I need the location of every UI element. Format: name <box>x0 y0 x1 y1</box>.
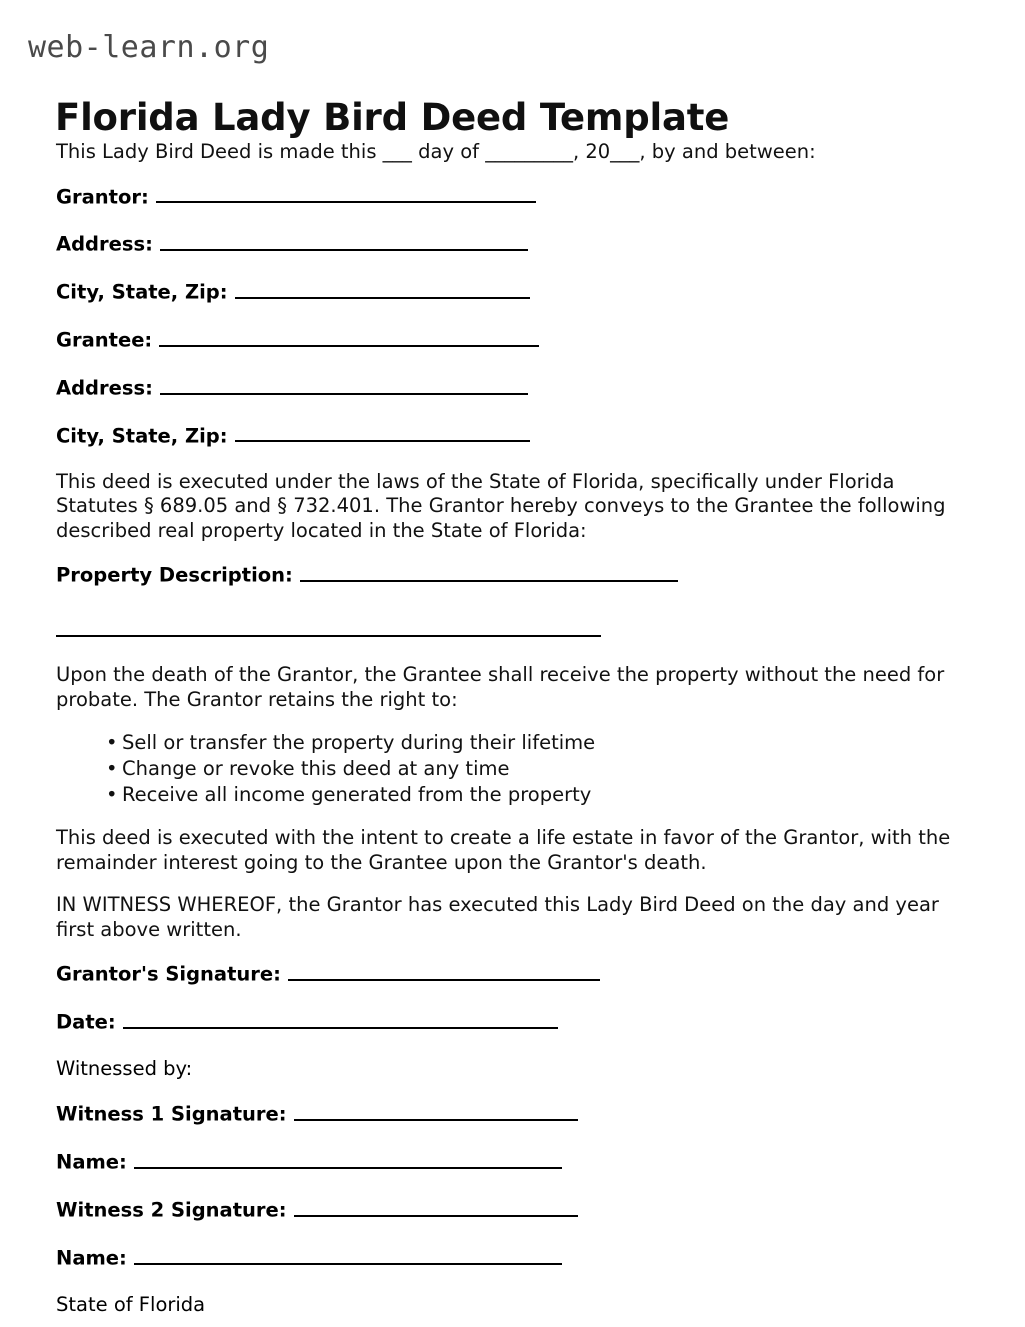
death-paragraph: Upon the death of the Grantor, the Grantee shall receive the property without the need for probate. The Grantor retains the right to: <box>56 663 945 711</box>
list-item <box>106 782 971 808</box>
field-witness2-name-label: Name: <box>56 1246 127 1270</box>
field-grantee-blank[interactable] <box>159 326 539 347</box>
field-grantee-address[interactable] <box>56 374 971 401</box>
field-grantor-address[interactable] <box>56 230 971 257</box>
bullet-icon: • <box>106 731 118 755</box>
state-of-florida-line: State of Florida <box>56 1292 206 1316</box>
field-grantor-city-state-zip-blank[interactable] <box>235 278 530 299</box>
field-grantee-address-label: Address: <box>56 376 153 400</box>
field-grantee[interactable] <box>56 326 971 353</box>
document-body <box>56 140 971 1327</box>
field-witness2-signature-blank[interactable] <box>294 1196 578 1217</box>
field-grantor-label: Grantor: <box>56 185 149 209</box>
field-property-description-label: Property Description: <box>56 563 293 587</box>
field-grantor-signature-blank[interactable] <box>288 960 600 981</box>
field-witness2-signature-label: Witness 2 Signature: <box>56 1198 287 1222</box>
field-witness1-name-blank[interactable] <box>134 1148 562 1169</box>
retained-rights-list <box>56 730 971 808</box>
field-grantor-city-state-zip[interactable] <box>56 278 971 305</box>
field-grantor-city-state-zip-label: City, State, Zip: <box>56 280 228 304</box>
witnessed-by-label: Witnessed by: <box>56 1057 193 1081</box>
list-item-label: Sell or transfer the property during their lifetime <box>122 731 596 755</box>
field-property-description-blank[interactable] <box>300 561 678 582</box>
field-witness2-name-blank[interactable] <box>134 1244 562 1265</box>
field-grantor-signature[interactable] <box>56 960 971 987</box>
field-witness1-name[interactable] <box>56 1148 971 1175</box>
field-grantee-label: Grantee: <box>56 328 153 352</box>
spacer <box>56 641 971 663</box>
field-witness1-signature[interactable] <box>56 1100 971 1127</box>
field-witness1-name-label: Name: <box>56 1150 127 1174</box>
field-grantee-city-state-zip-blank[interactable] <box>235 422 530 443</box>
spacer <box>56 609 971 621</box>
field-property-description[interactable] <box>56 561 971 588</box>
intent-paragraph: This deed is executed with the intent to create a life estate in favor of the Grantor, with the remainder interest going to the Grantee upon the Grantor's death. <box>56 826 951 874</box>
field-grantor[interactable] <box>56 183 971 210</box>
field-date-blank[interactable] <box>123 1008 558 1029</box>
field-grantor-address-blank[interactable] <box>160 230 528 251</box>
site-brand: web-learn.org <box>28 30 270 65</box>
field-date[interactable] <box>56 1008 971 1035</box>
witness-clause-paragraph: IN WITNESS WHEREOF, the Grantor has executed this Lady Bird Deed on the day and year first above written. <box>56 893 939 941</box>
statute-paragraph: This deed is executed under the laws of the State of Florida, specifically under Florida Statutes § 689.05 and § 732.401. The Grantor hereby conveys to the Grantee the following described real property located in the State of Florida: <box>56 469 946 542</box>
field-grantor-blank[interactable] <box>156 183 536 204</box>
list-item-label: Change or revoke this deed at any time <box>122 757 510 781</box>
field-witness2-name[interactable] <box>56 1244 971 1271</box>
page-title: Florida Lady Bird Deed Template <box>55 95 730 139</box>
field-date-label: Date: <box>56 1010 116 1034</box>
field-grantor-address-label: Address: <box>56 232 153 256</box>
list-item-label: Receive all income generated from the property <box>122 783 592 807</box>
field-grantor-signature-label: Grantor's Signature: <box>56 962 281 986</box>
bullet-icon: • <box>106 757 118 781</box>
field-grantee-city-state-zip[interactable] <box>56 422 971 449</box>
property-description-continuation-blank[interactable] <box>56 621 601 637</box>
list-item <box>106 756 971 782</box>
list-item <box>106 730 971 756</box>
bullet-icon: • <box>106 783 118 807</box>
field-witness2-signature[interactable] <box>56 1196 971 1223</box>
field-grantee-city-state-zip-label: City, State, Zip: <box>56 424 228 448</box>
field-grantee-address-blank[interactable] <box>160 374 528 395</box>
field-witness1-signature-label: Witness 1 Signature: <box>56 1102 287 1126</box>
field-witness1-signature-blank[interactable] <box>294 1100 578 1121</box>
intro-paragraph: This Lady Bird Deed is made this ___ day of _________, 20___, by and between: <box>56 140 816 163</box>
